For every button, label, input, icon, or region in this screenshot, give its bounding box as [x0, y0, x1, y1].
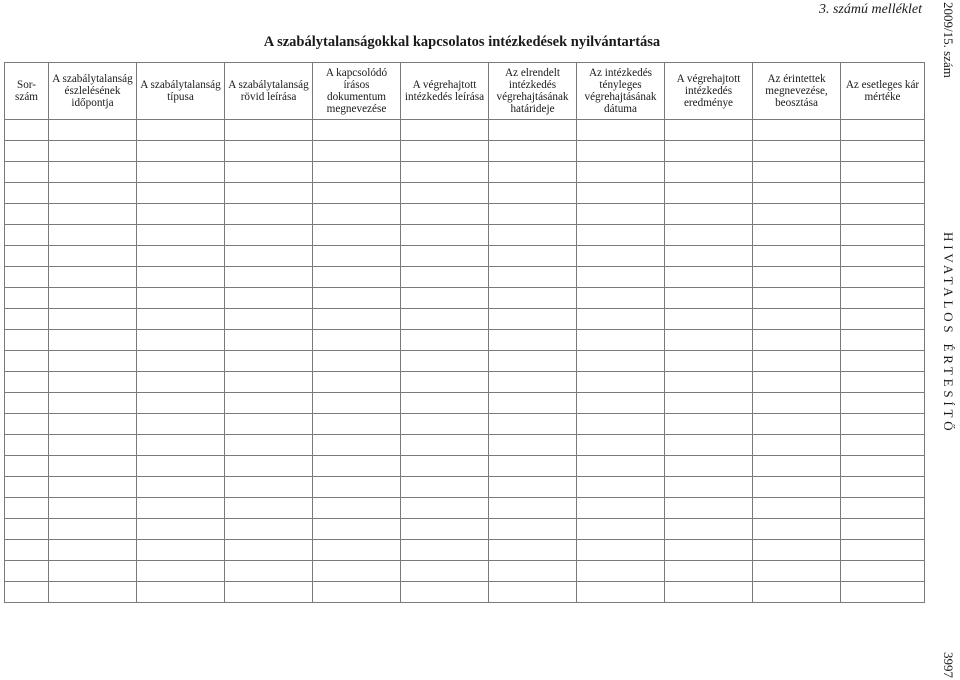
table-cell: [401, 435, 489, 456]
table-cell: [841, 330, 925, 351]
table-cell: [137, 540, 225, 561]
table-cell: [225, 183, 313, 204]
table-cell: [225, 120, 313, 141]
table-cell: [841, 267, 925, 288]
table-cell: [665, 456, 753, 477]
table-cell: [841, 204, 925, 225]
table-cell: [665, 120, 753, 141]
table-cell: [313, 561, 401, 582]
table-cell: [225, 393, 313, 414]
table-cell: [5, 225, 49, 246]
table-row: [5, 435, 925, 456]
table-cell: [489, 498, 577, 519]
table-cell: [313, 372, 401, 393]
table-cell: [225, 141, 313, 162]
table-cell: [5, 372, 49, 393]
table-cell: [313, 393, 401, 414]
table-cell: [225, 204, 313, 225]
column-header: A kapcsolódó írásos dokumentum megnevezése: [313, 63, 401, 120]
table-cell: [577, 435, 665, 456]
table-cell: [753, 519, 841, 540]
table-cell: [841, 162, 925, 183]
table-cell: [49, 351, 137, 372]
column-header: A szabálytalanság észlelésének időpontja: [49, 63, 137, 120]
table-cell: [841, 309, 925, 330]
table-cell: [313, 498, 401, 519]
table-cell: [665, 435, 753, 456]
table-cell: [401, 540, 489, 561]
table-cell: [5, 288, 49, 309]
table-cell: [753, 204, 841, 225]
table-cell: [137, 246, 225, 267]
table-cell: [401, 477, 489, 498]
table-cell: [489, 120, 577, 141]
table-cell: [401, 372, 489, 393]
table-cell: [225, 225, 313, 246]
table-cell: [137, 351, 225, 372]
table-cell: [489, 246, 577, 267]
table-cell: [225, 456, 313, 477]
table-cell: [577, 498, 665, 519]
table-cell: [5, 414, 49, 435]
table-cell: [137, 120, 225, 141]
table-cell: [665, 561, 753, 582]
table-row: [5, 204, 925, 225]
table-cell: [577, 540, 665, 561]
table-cell: [225, 561, 313, 582]
table-cell: [401, 456, 489, 477]
table-cell: [753, 393, 841, 414]
table-cell: [401, 519, 489, 540]
table-cell: [313, 120, 401, 141]
table-cell: [137, 519, 225, 540]
table-cell: [665, 540, 753, 561]
table-cell: [49, 246, 137, 267]
table-cell: [5, 519, 49, 540]
column-header: A szabálytalanság típusa: [137, 63, 225, 120]
table-cell: [49, 141, 137, 162]
table-cell: [225, 435, 313, 456]
table-cell: [841, 582, 925, 603]
table-cell: [753, 120, 841, 141]
page-number: 3997: [941, 652, 956, 678]
column-header: Az elrendelt intézkedés végrehajtásának határideje: [489, 63, 577, 120]
table-row: [5, 351, 925, 372]
column-header: A végrehajtott intézkedés leírása: [401, 63, 489, 120]
table-cell: [5, 351, 49, 372]
table-cell: [577, 582, 665, 603]
table-cell: [489, 204, 577, 225]
table-cell: [489, 162, 577, 183]
table-cell: [5, 309, 49, 330]
table-cell: [401, 246, 489, 267]
table-cell: [5, 330, 49, 351]
table-cell: [401, 162, 489, 183]
table-cell: [577, 519, 665, 540]
table-cell: [841, 183, 925, 204]
table-cell: [49, 561, 137, 582]
table-cell: [313, 309, 401, 330]
table-cell: [665, 477, 753, 498]
table-cell: [489, 288, 577, 309]
table-cell: [137, 372, 225, 393]
table-cell: [753, 309, 841, 330]
table-cell: [313, 267, 401, 288]
table-cell: [665, 351, 753, 372]
table-cell: [5, 183, 49, 204]
table-cell: [401, 204, 489, 225]
table-cell: [665, 204, 753, 225]
table-cell: [313, 162, 401, 183]
table-cell: [313, 477, 401, 498]
table-cell: [841, 372, 925, 393]
table-cell: [489, 561, 577, 582]
table-cell: [401, 225, 489, 246]
table-cell: [401, 183, 489, 204]
table-cell: [665, 393, 753, 414]
column-header: Sor- szám: [5, 63, 49, 120]
table-cell: [49, 120, 137, 141]
table-cell: [49, 183, 137, 204]
table-cell: [841, 519, 925, 540]
table-cell: [401, 309, 489, 330]
table-cell: [577, 225, 665, 246]
table-cell: [841, 393, 925, 414]
table-cell: [137, 183, 225, 204]
table-row: [5, 267, 925, 288]
table-cell: [49, 288, 137, 309]
table-cell: [137, 267, 225, 288]
table-cell: [137, 498, 225, 519]
column-header: A végrehajtott intézkedés eredménye: [665, 63, 753, 120]
table-cell: [313, 183, 401, 204]
table-cell: [841, 246, 925, 267]
table-row: [5, 225, 925, 246]
table-cell: [665, 141, 753, 162]
table-row: [5, 372, 925, 393]
table-cell: [489, 309, 577, 330]
table-cell: [489, 372, 577, 393]
table-row: [5, 582, 925, 603]
table-cell: [49, 267, 137, 288]
table-cell: [5, 267, 49, 288]
table-cell: [577, 414, 665, 435]
table-row: [5, 183, 925, 204]
table-row: [5, 519, 925, 540]
table-cell: [49, 582, 137, 603]
table-cell: [753, 477, 841, 498]
table-row: [5, 414, 925, 435]
table-cell: [313, 204, 401, 225]
table-cell: [49, 477, 137, 498]
table-cell: [665, 498, 753, 519]
table-cell: [753, 267, 841, 288]
column-header: Az esetleges kár mértéke: [841, 63, 925, 120]
table-cell: [489, 183, 577, 204]
table-cell: [225, 582, 313, 603]
table-cell: [401, 267, 489, 288]
table-cell: [49, 162, 137, 183]
table-cell: [841, 414, 925, 435]
table-cell: [137, 561, 225, 582]
table-cell: [577, 141, 665, 162]
table-cell: [313, 414, 401, 435]
table-cell: [665, 309, 753, 330]
table-cell: [665, 225, 753, 246]
table-cell: [313, 435, 401, 456]
table-cell: [49, 309, 137, 330]
issue-number: 2009/15. szám: [941, 2, 956, 78]
table-cell: [665, 162, 753, 183]
table-cell: [313, 246, 401, 267]
table-cell: [577, 393, 665, 414]
table-cell: [577, 351, 665, 372]
table-cell: [137, 141, 225, 162]
table-cell: [577, 183, 665, 204]
table-cell: [49, 414, 137, 435]
table-body: [5, 120, 925, 603]
table-cell: [489, 435, 577, 456]
table-cell: [225, 309, 313, 330]
table-cell: [665, 519, 753, 540]
table-cell: [753, 540, 841, 561]
table-cell: [137, 309, 225, 330]
table-cell: [225, 330, 313, 351]
table-cell: [489, 351, 577, 372]
table-cell: [577, 246, 665, 267]
table-cell: [5, 120, 49, 141]
table-cell: [489, 582, 577, 603]
table-cell: [5, 204, 49, 225]
table-row: [5, 393, 925, 414]
table-row: [5, 561, 925, 582]
table-cell: [5, 162, 49, 183]
publication-name: HIVATALOS ÉRTESÍTŐ: [941, 232, 956, 435]
table-cell: [49, 330, 137, 351]
annex-label: 3. számú melléklet: [818, 2, 922, 17]
table-cell: [841, 540, 925, 561]
table-cell: [49, 225, 137, 246]
table-cell: [489, 393, 577, 414]
table-cell: [137, 204, 225, 225]
table-cell: [489, 330, 577, 351]
table-cell: [489, 456, 577, 477]
table-cell: [753, 582, 841, 603]
table-cell: [49, 393, 137, 414]
table-cell: [5, 141, 49, 162]
table-cell: [401, 582, 489, 603]
table-cell: [665, 330, 753, 351]
table-cell: [225, 519, 313, 540]
table-row: [5, 330, 925, 351]
table-cell: [5, 498, 49, 519]
column-header: Az érintettek megnevezése, beosztása: [753, 63, 841, 120]
table-cell: [401, 561, 489, 582]
table-cell: [577, 456, 665, 477]
table-cell: [577, 372, 665, 393]
table-cell: [225, 540, 313, 561]
table-cell: [137, 435, 225, 456]
table-cell: [5, 540, 49, 561]
table-cell: [841, 288, 925, 309]
table-cell: [577, 561, 665, 582]
table-cell: [49, 204, 137, 225]
table-cell: [5, 477, 49, 498]
table-cell: [489, 519, 577, 540]
table-row: [5, 540, 925, 561]
table-header: [5, 63, 925, 120]
table-cell: [313, 141, 401, 162]
table-cell: [137, 414, 225, 435]
table-cell: [841, 120, 925, 141]
table-cell: [753, 498, 841, 519]
table-cell: [577, 120, 665, 141]
table-cell: [401, 351, 489, 372]
table-cell: [401, 141, 489, 162]
table-cell: [225, 267, 313, 288]
table-cell: [841, 351, 925, 372]
table-cell: [225, 498, 313, 519]
table-cell: [489, 414, 577, 435]
table-cell: [49, 498, 137, 519]
table-cell: [313, 540, 401, 561]
table-cell: [5, 561, 49, 582]
table-cell: [489, 540, 577, 561]
table-cell: [753, 561, 841, 582]
table-row: [5, 141, 925, 162]
table-cell: [753, 288, 841, 309]
table-row: [5, 309, 925, 330]
table-cell: [753, 435, 841, 456]
table-cell: [577, 309, 665, 330]
table-cell: [665, 582, 753, 603]
table-cell: [49, 456, 137, 477]
table-cell: [225, 372, 313, 393]
header-row: [5, 63, 925, 120]
table-cell: [5, 246, 49, 267]
table-cell: [401, 330, 489, 351]
table-cell: [137, 456, 225, 477]
table-cell: [665, 246, 753, 267]
table-cell: [225, 288, 313, 309]
table-cell: [577, 288, 665, 309]
table-cell: [401, 414, 489, 435]
table-cell: [313, 519, 401, 540]
table-cell: [225, 162, 313, 183]
table-cell: [665, 372, 753, 393]
table-cell: [225, 246, 313, 267]
table-cell: [49, 519, 137, 540]
table-cell: [137, 477, 225, 498]
table-cell: [841, 225, 925, 246]
table-cell: [753, 225, 841, 246]
document-title: A szabálytalanságokkal kapcsolatos intézkedések nyilvántartása: [263, 34, 661, 50]
table-row: [5, 456, 925, 477]
table-row: [5, 162, 925, 183]
table-cell: [401, 120, 489, 141]
table-cell: [753, 330, 841, 351]
table-cell: [753, 246, 841, 267]
table-cell: [753, 372, 841, 393]
table-cell: [665, 414, 753, 435]
table-cell: [225, 351, 313, 372]
table-cell: [313, 456, 401, 477]
table-cell: [841, 477, 925, 498]
table-cell: [489, 267, 577, 288]
table-cell: [137, 330, 225, 351]
table-cell: [49, 540, 137, 561]
table-cell: [753, 351, 841, 372]
table-row: [5, 246, 925, 267]
table-cell: [137, 162, 225, 183]
table-row: [5, 498, 925, 519]
table-cell: [577, 267, 665, 288]
table-cell: [49, 372, 137, 393]
table-cell: [137, 393, 225, 414]
table-cell: [313, 330, 401, 351]
table-cell: [5, 456, 49, 477]
table-cell: [489, 225, 577, 246]
table-cell: [137, 582, 225, 603]
table-cell: [313, 288, 401, 309]
table-cell: [5, 435, 49, 456]
table-cell: [313, 351, 401, 372]
table-row: [5, 288, 925, 309]
table-cell: [577, 477, 665, 498]
table-row: [5, 477, 925, 498]
table-cell: [841, 561, 925, 582]
table-cell: [665, 183, 753, 204]
table-cell: [841, 456, 925, 477]
table-cell: [577, 330, 665, 351]
table-cell: [489, 477, 577, 498]
table-cell: [401, 288, 489, 309]
table-cell: [225, 477, 313, 498]
table-cell: [401, 498, 489, 519]
table-cell: [5, 393, 49, 414]
table-cell: [225, 414, 313, 435]
table-cell: [313, 582, 401, 603]
table-cell: [577, 204, 665, 225]
table-cell: [137, 225, 225, 246]
table-cell: [577, 162, 665, 183]
table-cell: [841, 498, 925, 519]
table-cell: [401, 393, 489, 414]
table-row: [5, 120, 925, 141]
table-cell: [753, 183, 841, 204]
table-cell: [313, 225, 401, 246]
table-cell: [753, 456, 841, 477]
table-cell: [49, 435, 137, 456]
table-cell: [753, 414, 841, 435]
column-header: A szabálytalanság rövid leírása: [225, 63, 313, 120]
table-cell: [841, 435, 925, 456]
table-cell: [665, 288, 753, 309]
table-cell: [841, 141, 925, 162]
column-header: Az intézkedés tényleges végrehajtásának dátuma: [577, 63, 665, 120]
table-cell: [489, 141, 577, 162]
table-cell: [665, 267, 753, 288]
table-cell: [5, 582, 49, 603]
register-table: [4, 62, 925, 603]
table-cell: [753, 162, 841, 183]
table-cell: [753, 141, 841, 162]
table-cell: [137, 288, 225, 309]
